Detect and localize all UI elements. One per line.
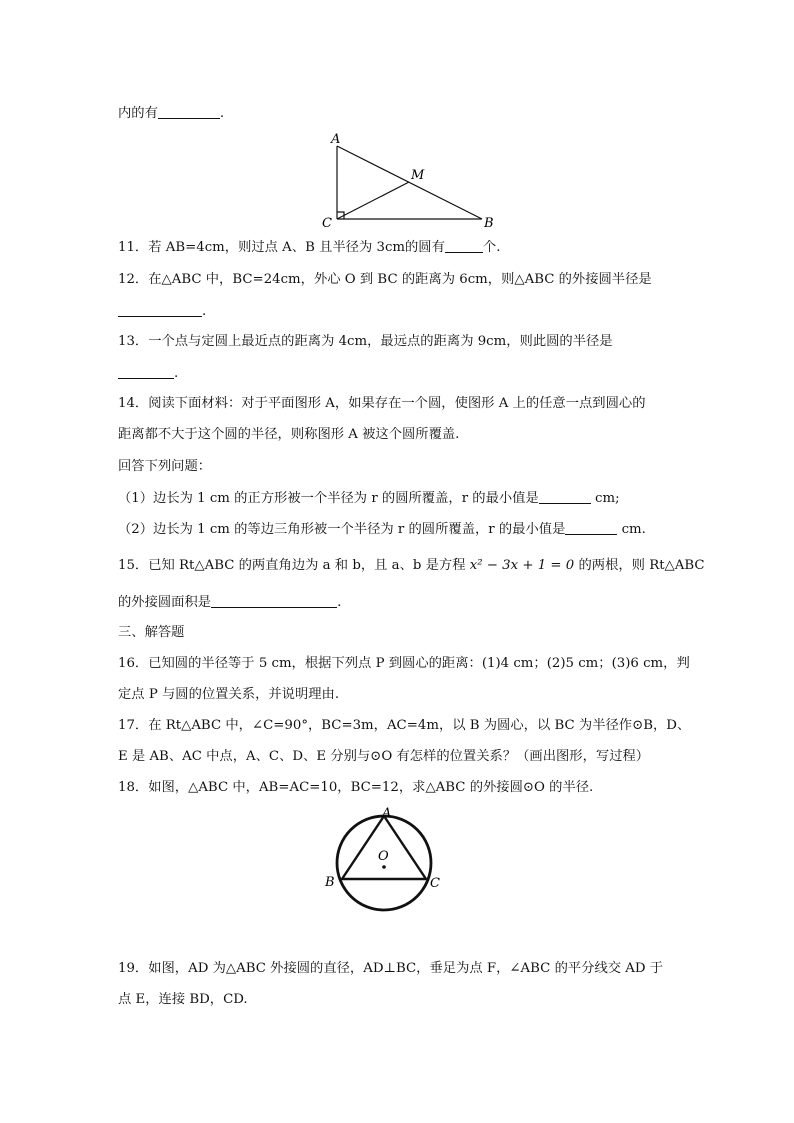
- q11-text: 11．若 AB=4cm，则过点 A、B 且半径为 3cm的圆有: [118, 240, 445, 255]
- q19-line1: 19．如图，AD 为△ABC 外接圆的直径，AD⊥BC，垂足为点 F，∠ABC 的平分线交 AD 于: [118, 961, 664, 976]
- question-14-sub2: [118, 520, 646, 539]
- q15-text: 15．已知 Rt△ABC 的两直角边为 a 和 b，且 a、b 是方程: [118, 558, 466, 573]
- q13-text: 13．一个点与定圆上最近点的距离为 4cm，最远点的距离为 9cm，则此圆的半径是: [118, 334, 613, 349]
- question-12: [118, 271, 652, 289]
- top-line-text: 内的有: [118, 106, 158, 121]
- q15-equation: x² − 3x + 1 = 0: [469, 558, 575, 573]
- q14-line1: 14．阅读下面材料：对于平面图形 A，如果存在一个圆，使图形 A 上的任意一点到圆心的: [118, 396, 646, 411]
- answer-blank-14-1: [539, 489, 591, 504]
- label-A: A: [331, 132, 341, 147]
- label-B: B: [484, 216, 494, 230]
- q15-end: .: [337, 595, 342, 610]
- question-14: [118, 395, 646, 413]
- question-12-line2: [118, 302, 206, 321]
- fig2-label-A: A: [382, 806, 392, 821]
- q13-end: .: [174, 366, 179, 381]
- question-18: [118, 779, 593, 797]
- q17-line2: E 是 AB、AC 中点，A、C、D、E 分别与⊙O 有怎样的位置关系？（画出图形，写过程）: [118, 749, 650, 764]
- q14-sub1-unit: cm;: [590, 491, 620, 506]
- q11-end: 个.: [482, 240, 501, 255]
- label-M: M: [411, 168, 425, 183]
- question-14-line3: [118, 458, 211, 476]
- fig2-label-O: O: [378, 849, 389, 864]
- q12-end: .: [202, 304, 207, 319]
- fig2-label-C: C: [430, 876, 440, 891]
- q15-line2-text: 的外接圆面积是: [118, 595, 212, 610]
- q14-sub2-text: （2）边长为 1 cm 的等边三角形被一个半径为 r 的圆所覆盖，r 的最小值是: [118, 522, 566, 537]
- q14-line3: 回答下列问题：: [118, 459, 212, 474]
- q14-sub2-unit: cm.: [617, 522, 646, 537]
- top-line: [118, 104, 224, 123]
- question-17-line2: [118, 748, 649, 766]
- section-heading: [118, 624, 184, 642]
- answer-blank-13: [118, 364, 174, 379]
- q14-line2: 距离都不大于这个圆的半径，则称图形 A 被这个圆所覆盖.: [118, 427, 460, 442]
- question-16: [118, 655, 690, 673]
- answer-blank-11: [445, 238, 483, 253]
- question-13: [118, 333, 613, 351]
- segment-CM: [337, 182, 409, 219]
- q18-line1: 18．如图，△ABC 中，AB=AC=10，BC=12，求△ABC 的外接圆⊙O 的半径.: [118, 780, 594, 795]
- top-line-end: .: [219, 106, 225, 121]
- question-19-line2: [118, 991, 248, 1009]
- q12-text: 12．在△ABC 中，BC=24cm，外心 O 到 BC 的距离为 6cm，则△ABC 的外接圆半径是: [118, 272, 652, 287]
- figure-right-triangle: [312, 128, 502, 230]
- question-17: [118, 717, 690, 735]
- fig2-label-B: B: [325, 875, 335, 890]
- q16-line1: 16．已知圆的半径等于 5 cm，根据下列点 P 到圆心的距离：(1)4 cm；(2)5 cm；(3)6 cm，判: [118, 656, 690, 671]
- question-11: [118, 238, 500, 257]
- question-16-line2: [118, 686, 339, 704]
- q19-line2: 点 E，连接 BD，CD.: [118, 992, 248, 1007]
- question-13-line2: [118, 364, 178, 383]
- answer-blank-12: [118, 302, 202, 317]
- question-15: [118, 557, 705, 575]
- label-C: C: [322, 216, 332, 230]
- center-point-O: [382, 865, 386, 869]
- answer-blank-15: [211, 593, 337, 608]
- question-15-line2: [118, 593, 341, 612]
- q17-line1: 17．在 Rt△ABC 中，∠C=90°，BC=3m，AC=4m，以 B 为圆心，以 BC 为半径作⊙B，D、: [118, 718, 691, 733]
- answer-blank-14-2: [565, 520, 617, 535]
- section-3-title: 三、解答题: [118, 625, 185, 640]
- q15-text-post: 的两根，则 Rt△ABC: [578, 558, 705, 573]
- q14-sub1-text: （1）边长为 1 cm 的正方形被一个半径为 r 的圆所覆盖，r 的最小值是: [118, 491, 539, 506]
- figure-circumcircle: [318, 804, 450, 922]
- question-14-line2: [118, 426, 459, 444]
- question-19: [118, 960, 663, 978]
- q16-line2: 定点 P 与圆的位置关系，并说明理由.: [118, 687, 340, 702]
- answer-blank-10: [158, 104, 220, 119]
- question-14-sub1: [118, 489, 620, 508]
